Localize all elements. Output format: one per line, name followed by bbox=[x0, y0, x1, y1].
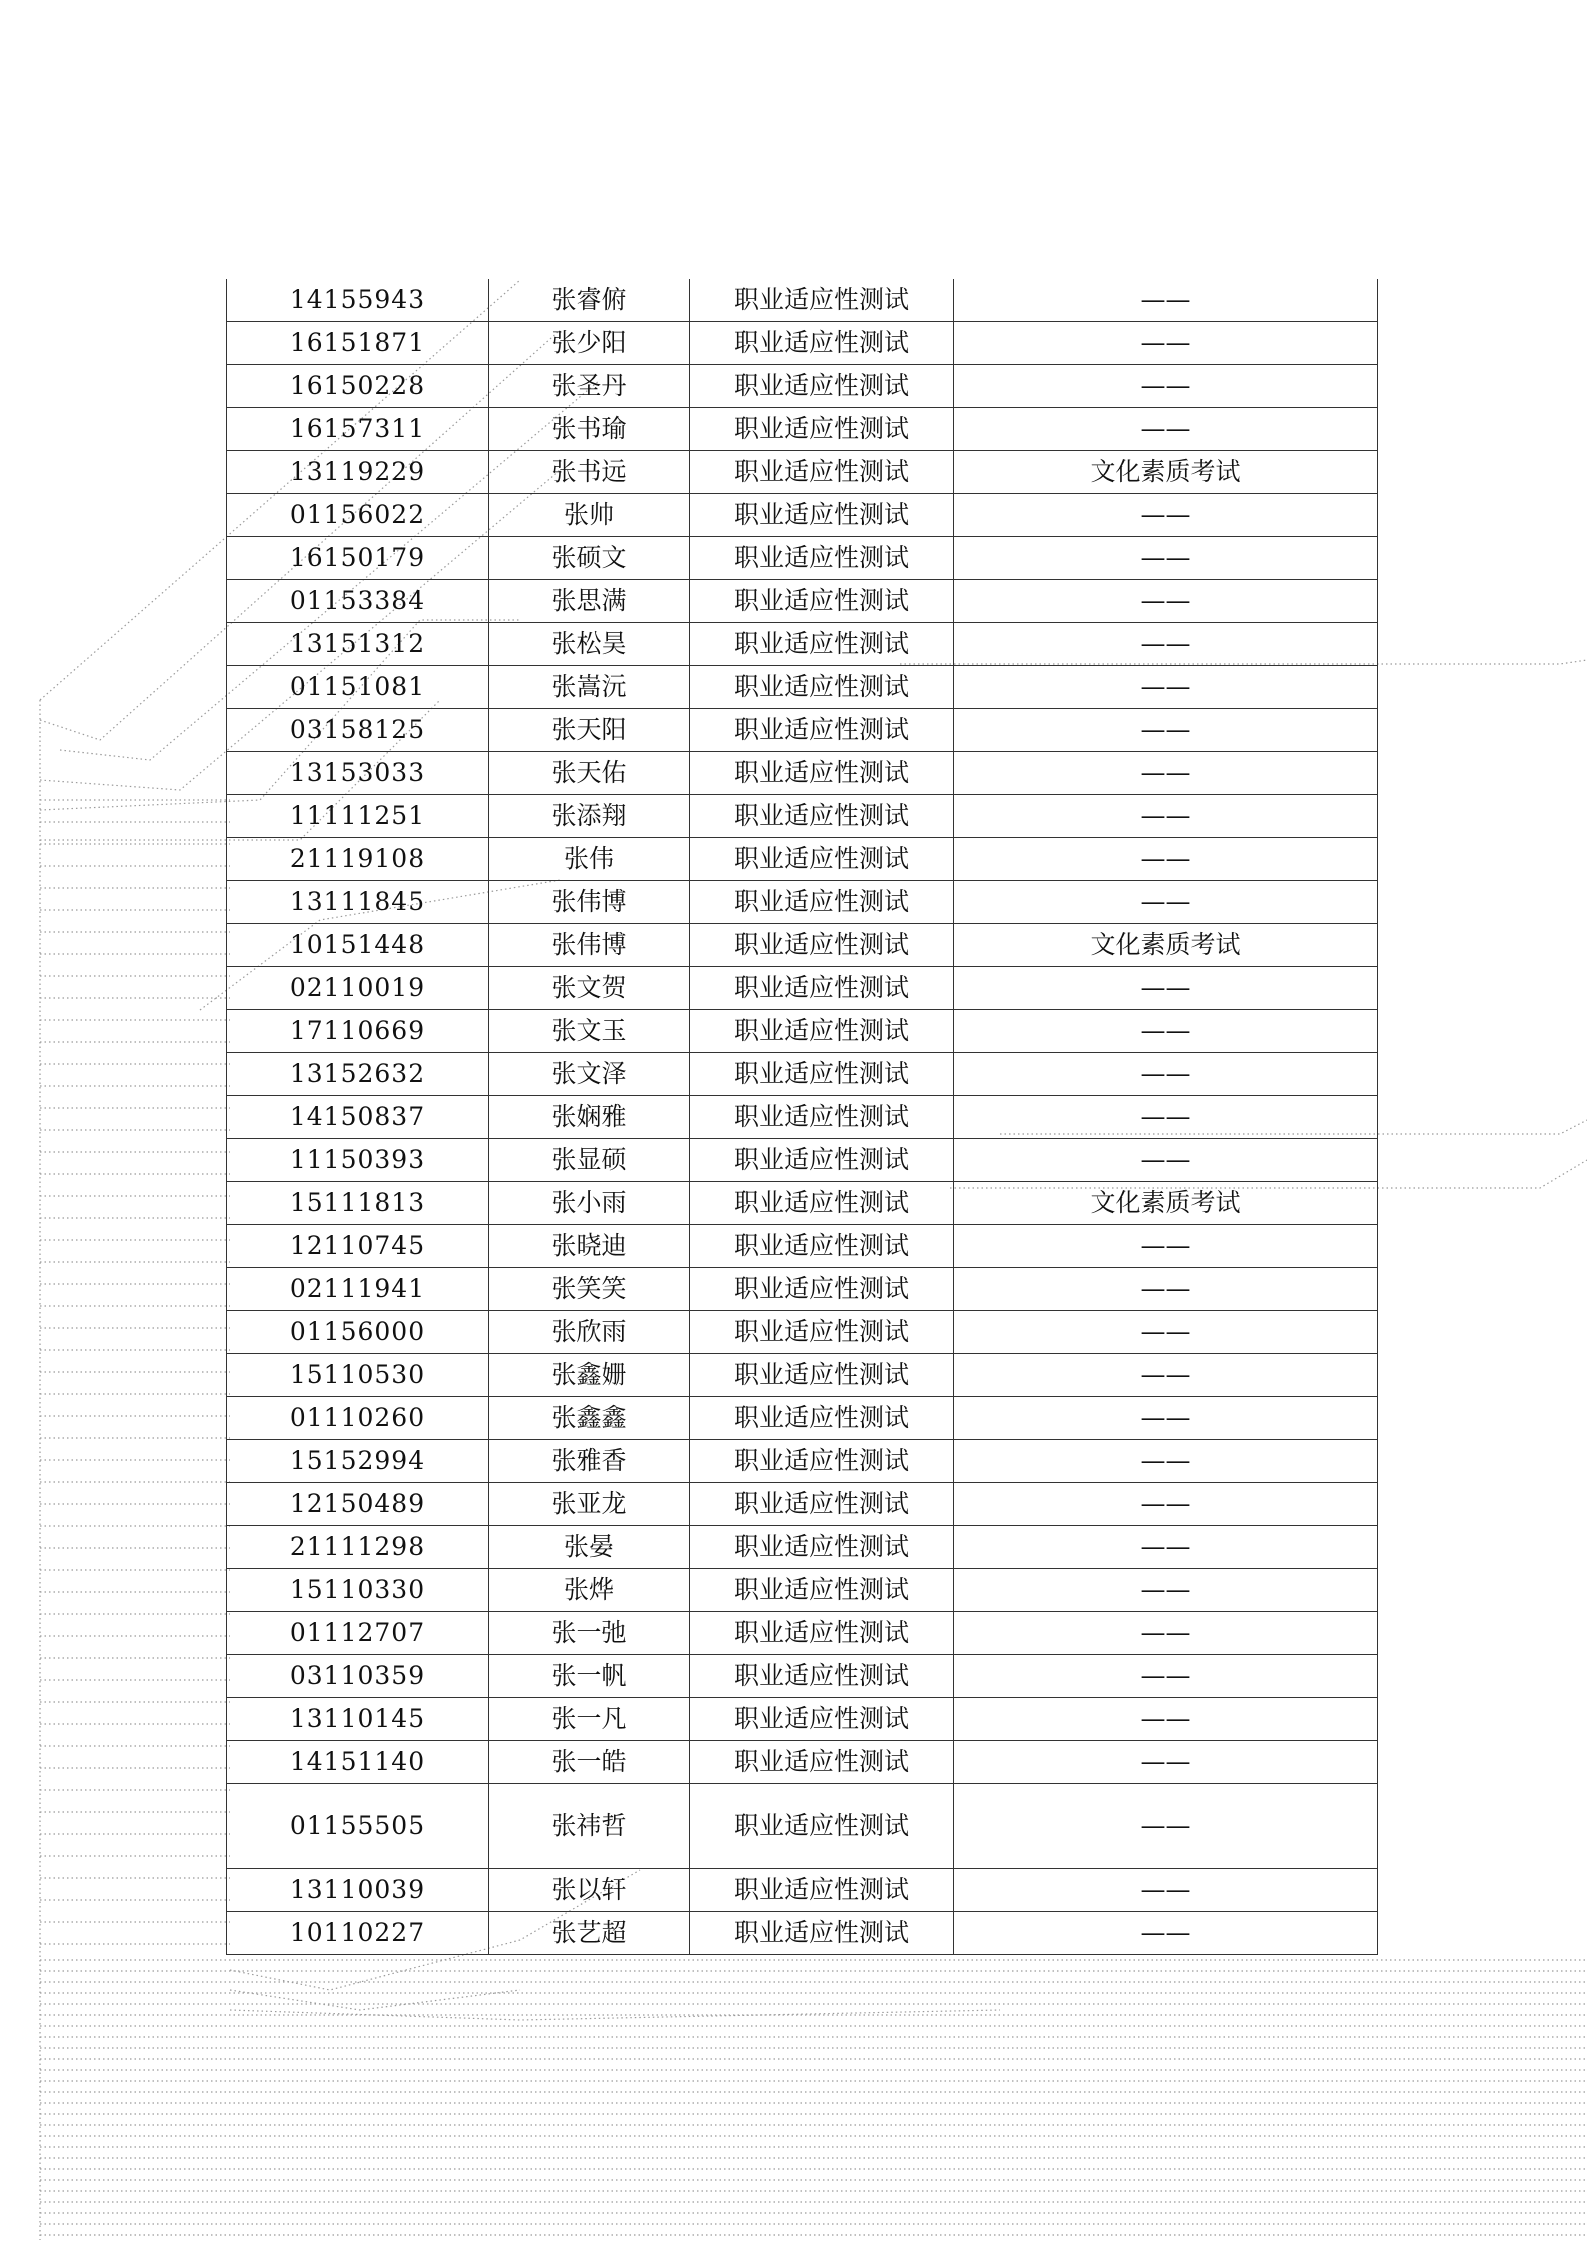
student-id-cell: 16150228 bbox=[227, 365, 489, 408]
exam-type-cell: —— bbox=[954, 967, 1378, 1010]
student-name-cell: 张显硕 bbox=[489, 1139, 690, 1182]
student-name-cell: 张添翔 bbox=[489, 795, 690, 838]
table-row bbox=[227, 322, 1378, 365]
exam-type-cell: —— bbox=[954, 1483, 1378, 1526]
student-name-cell: 张亚龙 bbox=[489, 1483, 690, 1526]
student-name-cell: 张鑫鑫 bbox=[489, 1397, 690, 1440]
student-id-cell: 15110330 bbox=[227, 1569, 489, 1612]
exam-type-cell: —— bbox=[954, 365, 1378, 408]
table-row bbox=[227, 1784, 1378, 1869]
student-id-cell: 14150837 bbox=[227, 1096, 489, 1139]
student-id-cell: 13152632 bbox=[227, 1053, 489, 1096]
exam-type-cell: —— bbox=[954, 494, 1378, 537]
student-name-cell: 张睿俯 bbox=[489, 279, 690, 322]
table-row bbox=[227, 1139, 1378, 1182]
exam-type-cell: —— bbox=[954, 1268, 1378, 1311]
test-type-cell: 职业适应性测试 bbox=[690, 795, 954, 838]
table-row bbox=[227, 881, 1378, 924]
exam-type-cell: —— bbox=[954, 795, 1378, 838]
exam-type-cell: —— bbox=[954, 1869, 1378, 1912]
student-id-cell: 11150393 bbox=[227, 1139, 489, 1182]
test-type-cell: 职业适应性测试 bbox=[690, 1483, 954, 1526]
student-id-cell: 02111941 bbox=[227, 1268, 489, 1311]
student-name-cell: 张思满 bbox=[489, 580, 690, 623]
test-type-cell: 职业适应性测试 bbox=[690, 1397, 954, 1440]
student-id-cell: 01112707 bbox=[227, 1612, 489, 1655]
test-type-cell: 职业适应性测试 bbox=[690, 580, 954, 623]
student-name-cell: 张笑笑 bbox=[489, 1268, 690, 1311]
student-name-cell: 张伟博 bbox=[489, 881, 690, 924]
test-type-cell: 职业适应性测试 bbox=[690, 494, 954, 537]
table-row bbox=[227, 623, 1378, 666]
exam-type-cell: —— bbox=[954, 1655, 1378, 1698]
table-row bbox=[227, 1268, 1378, 1311]
test-type-cell: 职业适应性测试 bbox=[690, 1053, 954, 1096]
test-type-cell: 职业适应性测试 bbox=[690, 752, 954, 795]
exam-type-cell: —— bbox=[954, 1010, 1378, 1053]
test-type-cell: 职业适应性测试 bbox=[690, 322, 954, 365]
student-id-cell: 12150489 bbox=[227, 1483, 489, 1526]
table-row bbox=[227, 1440, 1378, 1483]
test-type-cell: 职业适应性测试 bbox=[690, 881, 954, 924]
student-list-table bbox=[226, 279, 1378, 1955]
test-type-cell: 职业适应性测试 bbox=[690, 666, 954, 709]
exam-type-cell: —— bbox=[954, 1440, 1378, 1483]
table-row bbox=[227, 1612, 1378, 1655]
student-id-cell: 01151081 bbox=[227, 666, 489, 709]
exam-type-cell: 文化素质考试 bbox=[954, 1182, 1378, 1225]
student-id-cell: 16157311 bbox=[227, 408, 489, 451]
exam-type-cell: —— bbox=[954, 408, 1378, 451]
table-row bbox=[227, 1397, 1378, 1440]
table-row bbox=[227, 1053, 1378, 1096]
student-name-cell: 张少阳 bbox=[489, 322, 690, 365]
student-name-cell: 张晏 bbox=[489, 1526, 690, 1569]
test-type-cell: 职业适应性测试 bbox=[690, 1612, 954, 1655]
student-name-cell: 张书瑜 bbox=[489, 408, 690, 451]
student-name-cell: 张书远 bbox=[489, 451, 690, 494]
exam-type-cell: —— bbox=[954, 1225, 1378, 1268]
table-row bbox=[227, 752, 1378, 795]
student-id-cell: 10151448 bbox=[227, 924, 489, 967]
student-name-cell: 张伟 bbox=[489, 838, 690, 881]
student-id-cell: 01155505 bbox=[227, 1784, 489, 1869]
exam-type-cell: —— bbox=[954, 1784, 1378, 1869]
test-type-cell: 职业适应性测试 bbox=[690, 924, 954, 967]
test-type-cell: 职业适应性测试 bbox=[690, 1741, 954, 1784]
exam-type-cell: —— bbox=[954, 1354, 1378, 1397]
test-type-cell: 职业适应性测试 bbox=[690, 967, 954, 1010]
table-row bbox=[227, 924, 1378, 967]
table-row bbox=[227, 580, 1378, 623]
table-row bbox=[227, 365, 1378, 408]
student-id-cell: 16151871 bbox=[227, 322, 489, 365]
table-row bbox=[227, 1354, 1378, 1397]
test-type-cell: 职业适应性测试 bbox=[690, 709, 954, 752]
student-name-cell: 张艺超 bbox=[489, 1912, 690, 1955]
test-type-cell: 职业适应性测试 bbox=[690, 1139, 954, 1182]
student-name-cell: 张嵩沅 bbox=[489, 666, 690, 709]
student-name-cell: 张天阳 bbox=[489, 709, 690, 752]
student-id-cell: 14151140 bbox=[227, 1741, 489, 1784]
exam-type-cell: —— bbox=[954, 1096, 1378, 1139]
student-id-cell: 01156022 bbox=[227, 494, 489, 537]
student-name-cell: 张雅香 bbox=[489, 1440, 690, 1483]
student-id-cell: 13110145 bbox=[227, 1698, 489, 1741]
exam-type-cell: —— bbox=[954, 1139, 1378, 1182]
student-id-cell: 15152994 bbox=[227, 1440, 489, 1483]
exam-type-cell: —— bbox=[954, 322, 1378, 365]
table-row bbox=[227, 1483, 1378, 1526]
test-type-cell: 职业适应性测试 bbox=[690, 1569, 954, 1612]
student-name-cell: 张以轩 bbox=[489, 1869, 690, 1912]
table-row bbox=[227, 1569, 1378, 1612]
test-type-cell: 职业适应性测试 bbox=[690, 1784, 954, 1869]
table-row bbox=[227, 1096, 1378, 1139]
student-name-cell: 张娴雅 bbox=[489, 1096, 690, 1139]
test-type-cell: 职业适应性测试 bbox=[690, 1912, 954, 1955]
table-row bbox=[227, 838, 1378, 881]
student-name-cell: 张帅 bbox=[489, 494, 690, 537]
table-row bbox=[227, 666, 1378, 709]
exam-type-cell: —— bbox=[954, 279, 1378, 322]
table-row bbox=[227, 1869, 1378, 1912]
exam-type-cell: —— bbox=[954, 1698, 1378, 1741]
student-id-cell: 10110227 bbox=[227, 1912, 489, 1955]
student-id-cell: 02110019 bbox=[227, 967, 489, 1010]
student-name-cell: 张祎哲 bbox=[489, 1784, 690, 1869]
table-body bbox=[227, 279, 1378, 1955]
student-name-cell: 张一弛 bbox=[489, 1612, 690, 1655]
table-row bbox=[227, 279, 1378, 322]
student-id-cell: 01156000 bbox=[227, 1311, 489, 1354]
student-name-cell: 张文玉 bbox=[489, 1010, 690, 1053]
table-row bbox=[227, 1741, 1378, 1784]
test-type-cell: 职业适应性测试 bbox=[690, 1268, 954, 1311]
student-id-cell: 13151312 bbox=[227, 623, 489, 666]
table-row bbox=[227, 1311, 1378, 1354]
test-type-cell: 职业适应性测试 bbox=[690, 623, 954, 666]
student-name-cell: 张一皓 bbox=[489, 1741, 690, 1784]
exam-type-cell: 文化素质考试 bbox=[954, 451, 1378, 494]
student-name-cell: 张天佑 bbox=[489, 752, 690, 795]
exam-type-cell: —— bbox=[954, 1053, 1378, 1096]
student-name-cell: 张一帆 bbox=[489, 1655, 690, 1698]
student-id-cell: 13153033 bbox=[227, 752, 489, 795]
test-type-cell: 职业适应性测试 bbox=[690, 1182, 954, 1225]
student-id-cell: 13119229 bbox=[227, 451, 489, 494]
student-id-cell: 11111251 bbox=[227, 795, 489, 838]
test-type-cell: 职业适应性测试 bbox=[690, 1354, 954, 1397]
table-row bbox=[227, 1225, 1378, 1268]
test-type-cell: 职业适应性测试 bbox=[690, 408, 954, 451]
exam-type-cell: 文化素质考试 bbox=[954, 924, 1378, 967]
student-id-cell: 14155943 bbox=[227, 279, 489, 322]
student-id-cell: 03110359 bbox=[227, 1655, 489, 1698]
exam-type-cell: —— bbox=[954, 1569, 1378, 1612]
student-name-cell: 张烨 bbox=[489, 1569, 690, 1612]
student-id-cell: 16150179 bbox=[227, 537, 489, 580]
test-type-cell: 职业适应性测试 bbox=[690, 1010, 954, 1053]
student-id-cell: 17110669 bbox=[227, 1010, 489, 1053]
table-row bbox=[227, 537, 1378, 580]
exam-type-cell: —— bbox=[954, 580, 1378, 623]
student-name-cell: 张伟博 bbox=[489, 924, 690, 967]
student-id-cell: 13111845 bbox=[227, 881, 489, 924]
table-row bbox=[227, 1010, 1378, 1053]
student-id-cell: 15111813 bbox=[227, 1182, 489, 1225]
table-row bbox=[227, 1526, 1378, 1569]
exam-type-cell: —— bbox=[954, 537, 1378, 580]
student-name-cell: 张圣丹 bbox=[489, 365, 690, 408]
test-type-cell: 职业适应性测试 bbox=[690, 537, 954, 580]
student-name-cell: 张一凡 bbox=[489, 1698, 690, 1741]
exam-type-cell: —— bbox=[954, 666, 1378, 709]
table-row bbox=[227, 408, 1378, 451]
student-name-cell: 张鑫姗 bbox=[489, 1354, 690, 1397]
table-row bbox=[227, 494, 1378, 537]
student-name-cell: 张文泽 bbox=[489, 1053, 690, 1096]
student-name-cell: 张松昊 bbox=[489, 623, 690, 666]
exam-type-cell: —— bbox=[954, 752, 1378, 795]
exam-type-cell: —— bbox=[954, 1741, 1378, 1784]
exam-type-cell: —— bbox=[954, 881, 1378, 924]
table-row bbox=[227, 1182, 1378, 1225]
student-name-cell: 张硕文 bbox=[489, 537, 690, 580]
table-row bbox=[227, 1912, 1378, 1955]
table-row bbox=[227, 709, 1378, 752]
student-name-cell: 张欣雨 bbox=[489, 1311, 690, 1354]
test-type-cell: 职业适应性测试 bbox=[690, 1440, 954, 1483]
student-id-cell: 03158125 bbox=[227, 709, 489, 752]
exam-type-cell: —— bbox=[954, 623, 1378, 666]
test-type-cell: 职业适应性测试 bbox=[690, 279, 954, 322]
test-type-cell: 职业适应性测试 bbox=[690, 1526, 954, 1569]
test-type-cell: 职业适应性测试 bbox=[690, 1311, 954, 1354]
exam-type-cell: —— bbox=[954, 709, 1378, 752]
student-name-cell: 张小雨 bbox=[489, 1182, 690, 1225]
student-id-cell: 01110260 bbox=[227, 1397, 489, 1440]
table-row bbox=[227, 451, 1378, 494]
student-id-cell: 12110745 bbox=[227, 1225, 489, 1268]
test-type-cell: 职业适应性测试 bbox=[690, 1655, 954, 1698]
table-row bbox=[227, 1698, 1378, 1741]
student-id-cell: 21119108 bbox=[227, 838, 489, 881]
table-row bbox=[227, 795, 1378, 838]
table-row bbox=[227, 1655, 1378, 1698]
exam-type-cell: —— bbox=[954, 1912, 1378, 1955]
test-type-cell: 职业适应性测试 bbox=[690, 1096, 954, 1139]
exam-type-cell: —— bbox=[954, 1612, 1378, 1655]
student-id-cell: 13110039 bbox=[227, 1869, 489, 1912]
student-id-cell: 15110530 bbox=[227, 1354, 489, 1397]
student-name-cell: 张文贺 bbox=[489, 967, 690, 1010]
student-id-cell: 21111298 bbox=[227, 1526, 489, 1569]
student-name-cell: 张晓迪 bbox=[489, 1225, 690, 1268]
exam-type-cell: —— bbox=[954, 1526, 1378, 1569]
table-row bbox=[227, 967, 1378, 1010]
exam-type-cell: —— bbox=[954, 838, 1378, 881]
student-id-cell: 01153384 bbox=[227, 580, 489, 623]
test-type-cell: 职业适应性测试 bbox=[690, 365, 954, 408]
test-type-cell: 职业适应性测试 bbox=[690, 1869, 954, 1912]
exam-type-cell: —— bbox=[954, 1397, 1378, 1440]
exam-type-cell: —— bbox=[954, 1311, 1378, 1354]
test-type-cell: 职业适应性测试 bbox=[690, 1225, 954, 1268]
test-type-cell: 职业适应性测试 bbox=[690, 451, 954, 494]
test-type-cell: 职业适应性测试 bbox=[690, 1698, 954, 1741]
test-type-cell: 职业适应性测试 bbox=[690, 838, 954, 881]
